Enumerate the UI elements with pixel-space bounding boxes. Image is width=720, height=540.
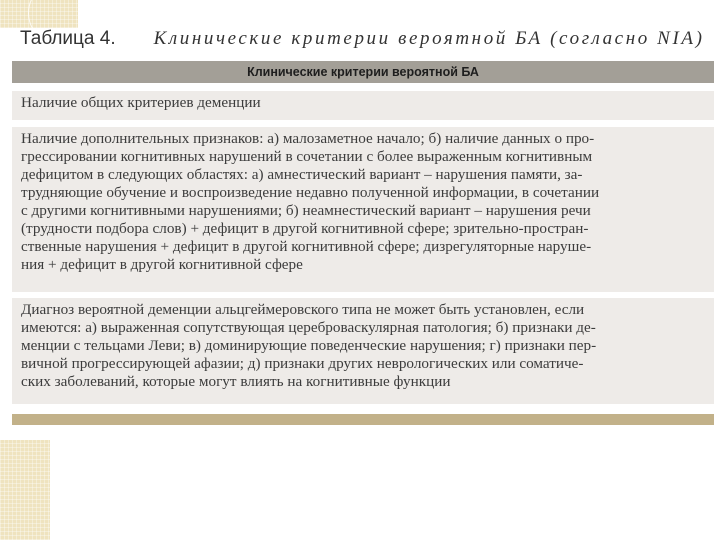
table-footer-bar	[12, 414, 714, 425]
row-text-line: дефицитом в следующих областях: а) амнестический вариант – нарушения памяти, за-	[21, 166, 583, 183]
row-text-line: Наличие общих критериев деменции	[21, 94, 261, 111]
decorative-corner-bottom-left	[0, 440, 50, 540]
row-text-line: вичной прогрессирующей афазии; д) признаки других неврологических или соматиче-	[21, 355, 584, 372]
table-number: Таблица 4.	[20, 28, 116, 49]
table-caption	[20, 28, 710, 58]
table-title: Клинические критерии вероятной БА (согласно NIA)	[153, 28, 705, 49]
row-text-line: менции с тельцами Леви; в) доминирующие поведенческие нарушения; г) признаки пер-	[21, 337, 597, 354]
decorative-corner-top-left	[0, 0, 78, 28]
row-text-line: с другими когнитивными нарушениями; б) неамнестический вариант – нарушения речи	[21, 202, 591, 219]
row-text-line: ния + дефицит в другой когнитивной сфере	[21, 256, 303, 273]
row-text-line: Наличие дополнительных признаков: а) малозаметное начало; б) наличие данных о про-	[21, 130, 595, 147]
table-header: Клинические критерии вероятной БА	[12, 61, 714, 83]
row-text-line: ственные нарушения + дефицит в другой когнитивной сфере; дизрегуляторные наруше-	[21, 238, 592, 255]
row-text-line: ских заболеваний, которые могут влиять на когнитивные функции	[21, 373, 451, 390]
row-text-line: трудняющие обучение и воспроизведение недавно полученной информации, в сочетании	[21, 184, 600, 201]
table-row-additional-signs	[12, 127, 714, 292]
table-row-general-criteria	[12, 91, 714, 120]
row-text-line: грессировании когнитивных нарушений в сочетании с более выраженным когнитивным	[21, 148, 593, 165]
table-row-exclusions	[12, 298, 714, 404]
row-text-line: Диагноз вероятной деменции альцгеймеровского типа не может быть установлен, если	[21, 301, 585, 318]
criteria-table	[12, 61, 714, 425]
row-text-line: имеются: а) выраженная сопутствующая цереброваскулярная патология; б) признаки де-	[21, 319, 596, 336]
row-text-line: (трудности подбора слов) + дефицит в другой когнитивной сфере; зрительно-простран-	[21, 220, 589, 237]
